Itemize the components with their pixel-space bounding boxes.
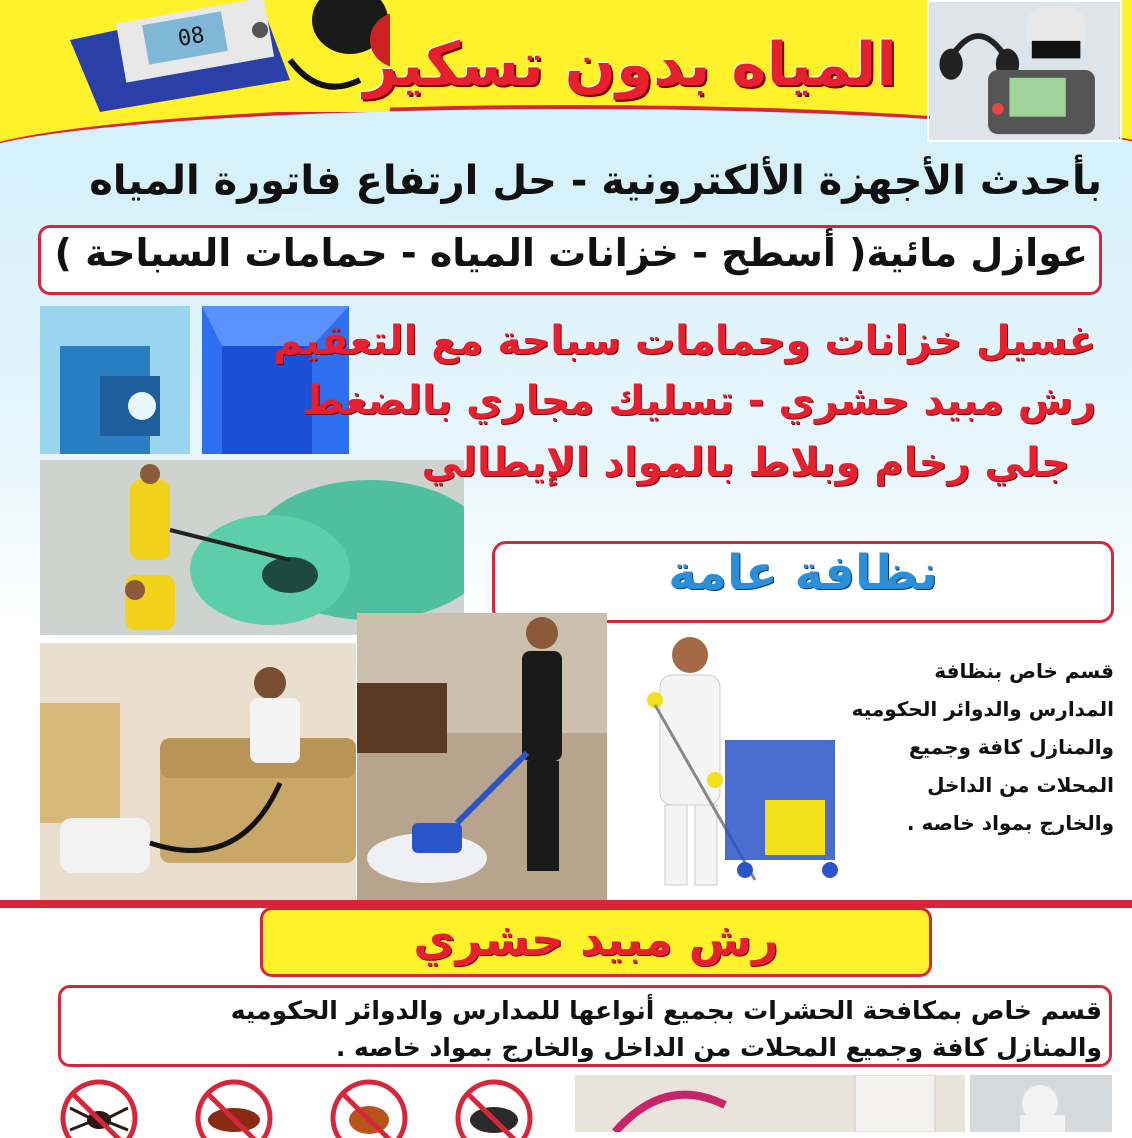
desc-line: والخارج بمواد خاصه . (906, 811, 1114, 835)
subtitle: بأحدث الأجهزة الألكترونية - حل ارتفاع فاتورة المياه (89, 158, 1102, 204)
pest-control-description (42, 992, 1102, 1066)
leak-detector-photo (60, 0, 390, 112)
bedbug-icon (320, 1078, 418, 1138)
page-title: المياه بدون تسكير (363, 30, 897, 100)
service-marble-polish: جلي رخام وبلاط بالمواد الإيطالي (421, 440, 1070, 486)
tank-cleaning-photo (40, 306, 190, 454)
desc-line: قسم خاص بنظافة (934, 659, 1114, 683)
floor-polishing-photo (357, 613, 607, 900)
spider-icon (50, 1078, 148, 1138)
listening-device-photo (927, 0, 1122, 142)
rat-icon (445, 1078, 543, 1138)
general-cleaning-title: نظافة عامة (668, 545, 938, 601)
protective-suit-photo (970, 1075, 1112, 1132)
desc-line: المحلات من الداخل (927, 773, 1114, 797)
cockroach-icon (185, 1078, 283, 1138)
pest-desc-line: قسم خاص بمكافحة الحشرات بجميع أنواعها للمدارس والدوائر الحكوميه (230, 996, 1102, 1025)
desc-line: المدارس والدوائر الحكوميه (851, 697, 1114, 721)
workers-tank-photo (40, 460, 464, 635)
pest-desc-line: والمنازل كافة وجميع المحلات من الداخل والخارج بمواد خاصه . (335, 1033, 1102, 1062)
general-cleaning-description (814, 652, 1114, 842)
device-reading: 08 (176, 22, 207, 53)
service-tank-cleaning: غسيل خزانات وحمامات سباحة مع التعقيم (273, 318, 1096, 364)
pest-control-title: رش مبيد حشري (413, 912, 779, 966)
sofa-cleaning-photo (40, 643, 356, 900)
pest-spraying-photo (575, 1075, 965, 1132)
desc-line: والمنازل كافة وجميع (908, 735, 1114, 759)
service-pest-drain: رش مبيد حشري - تسليك مجاري بالضغط (302, 378, 1096, 424)
insulation-text: عوازل مائية( أسطح - خزانات المياه - حمامات السباحة ) (54, 231, 1088, 275)
